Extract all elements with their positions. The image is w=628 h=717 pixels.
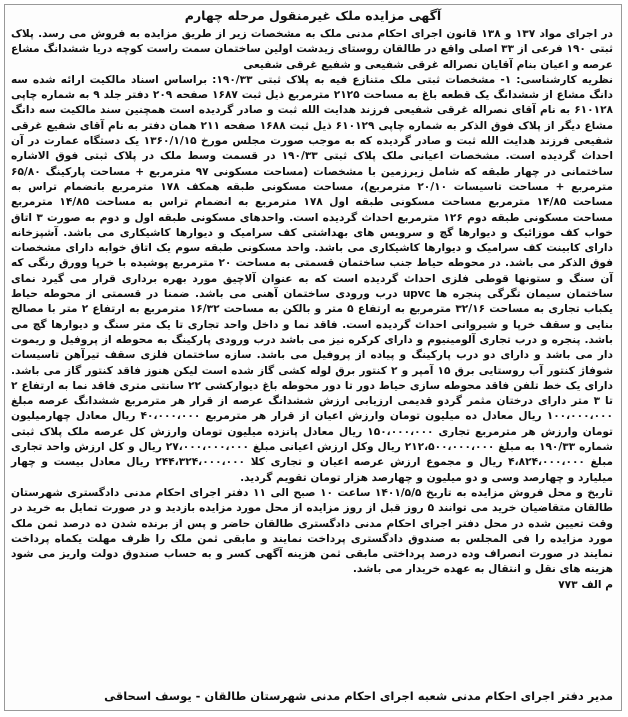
signature-line: مدیر دفتر اجرای احکام مدنی شعبه اجرای احکام مدنی شهرستان طالقان - یوسف اسحاقی xyxy=(104,689,613,703)
notice-intro-paragraph: در اجرای مواد ۱۳۷ و ۱۳۸ قانون اجرای احکام مدنی ملک به مشخصات زیر از طریق مزایده به فروش می رسد. پلاک ثبتی ۱۹۰ فرعی از ۳۳ اصلی واقع در طالقان روستای زیدشت اولین ساختمان سمت راست کوچه دریا ششدانگ مشاع عرصه و اعیان بنام آقایان نصراله غرقی شفیعی و شفیع غرقی شفیعی xyxy=(11,28,613,71)
expert-report-paragraph: نظریه کارشناسی: ۱- مشخصات ثبتی ملک متنازع فیه به پلاک ثبتی ۱۹۰/۳۳: براساس اسناد مالکیت ارائه شده سه دانگ مشاع از ششدانگ یک قطعه باغ به مساحت ۲۱۲۵ مترمربع ذیل ثبت ۱۶۸۷ صفحه ۲۰۹ دفتر جلد ۹ به شماره چاپی ۶۱۰۱۲۸ به نام آقای نصراله غرقی شفیعی فرزند هدایت الله ثبت و صادر گردیده است همچنین سند مالکیت سه دانگ مشاع دیگر از پلاک فوق الذکر به شماره چاپی ۶۱۰۱۲۹ ذیل ثبت ۱۶۸۸ صفحه ۲۱۱ همان دفتر به نام آقای شفیع غرقی شفیعی فرزند هدایت الله ثبت و صادر گردیده که به موجب صورت مجلس مورخ ۱۳۶۰/۱/۱۵ یک دستگاه عمارت در آن احداث گردیده است. مشخصات اعیانی ملک پلاک ثبتی ۱۹۰/۳۳ در قسمت وسط ملک در پلاک ثبتی فوق الاشاره ساختمانی در چهار طبقه که شامل زیرزمین با مشخصات (مساحت مسکونی ۹۷ مترمربع + مساحت پارکینگ ۶۵/۸۰ مترمربع + مساحت تاسیسات ۲۰/۱۰ مترمربع)، مساحت مسکونی طبقه همکف ۱۷۸ مترمربع بانضمام تراس به مساحت ۱۴/۸۵ مترمربع مساحت مسکونی طبقه اول ۱۷۸ مترمربع به انضمام تراس به مساحت ۱۴/۸۵ مترمربع مساحت مسکونی طبقه دوم ۱۲۶ مترمربع احداث گردیده است. واحدهای مسکونی طبقه اول و دوم به صورت ۳ اتاق خواب کف موزائیک و دیوارها گچ و سرویس های بهداشتی کف سرامیک و دیوارها کاشیکاری می باشد. آشپزخانه دارای کابینت کف سرامیک و دیوارها کاشیکاری می باشد. واحد مسکونی طبقه سوم یک اتاق خوابه دارای مشخصات فوق الذکر می باشد. در محوطه حیاط جنب ساختمان قسمتی به مساحت ۲۰ مترمربع پوشیده با خرپا وورق رنگی که آن سنگ و ستونها قوطی فلزی احداث گردیده است که به عنوان آلاچیق مورد بهره برداری قرار می گیرد نمای ساختمان سیمان تگرگی پنجره ها upvc درب ورودی ساختمان آهنی می باشد. ضمنا در قسمتی از محوطه حیاط یکباب تجاری به مساحت ۳۲/۱۶ مترمربع به ارتفاع ۵ متر و بالکن به مساحت ۱۶/۳۲ مترمربع به ارتفاع ۲ متر با مصالح بنایی و سقف خرپا و شیروانی احداث گردیده است. فاقد نما و داخل واحد تجاری تا یک متر سنگ و دیوارها گچ می باشد. پنجره و درب تجاری آلومینیوم و دارای کرکره نیز می باشد درب ورودی پارکینگ به محوطه از پروفیل و ریموت دار می باشد و دارای دو درب پارکینگ و پیاده از پروفیل می باشد. سازه ساختمان فلزی سقف تیرآهن تاسیسات شوفاژ کنتور آب روستایی برق ۱۵ آمپر و ۲ کنتور برق لوله کشی گاز شده است لیکن هنوز فاقد کنتور گاز می باشد. دارای یک خط تلفن فاقد محوطه سازی حیاط دور تا دور محوطه باغ دیوارکشی ۲۲ سانتی متری فاقد نما به ارتفاع ۲ تا ۳ متر دارای درختان مثمر گردو قدیمی ارزیابی ارزش ششدانگ عرصه از قرار هر مترمربع ششدانگ عرصه مبلغ ۱۰۰،۰۰۰،۰۰۰ ریال معادل ده میلیون تومان وارزش اعیان از قرار هر مترمربع ۴۰،۰۰۰،۰۰۰ ریال معادل چهارمیلیون تومان وارزش هر مترمربع تجاری ۱۵۰،۰۰۰،۰۰۰ ریال معادل پانزده میلیون تومان وارزش کل عرصه ملک پلاک ثبتی شماره ۱۹۰/۳۳ به مبلغ ۲۱۲،۵۰۰،۰۰۰،۰۰۰ ریال وکل ارزش اعیانی مبلغ ۲۷،۰۰۰،۰۰۰،۰۰۰ ریال و کل ارزش واحد تجاری مبلغ ۴،۸۲۴،۰۰۰،۰۰۰ ریال و مجموع ارزش عرصه اعیان و تجاری کلا ۲۴۴،۳۲۴،۰۰۰،۰۰۰ ریال معادل بیست و چهار میلیارد و چهارصد وسی و دو میلیون و چهارصد هزار تومان تقویم گردید. xyxy=(11,73,614,484)
notice-code: م الف ۷۷۳ xyxy=(558,578,613,591)
notice-title: آگهی مزایده ملک غیرمنقول مرحله چهارم xyxy=(184,8,442,23)
auction-notice xyxy=(4,4,622,711)
auction-terms-paragraph: تاریخ و محل فروش مزایده به تاریخ ۱۴۰۱/۵/۵ ساعت ۱۰ صبح الی ۱۱ دفتر اجرای احکام مدنی دادگستری شهرستان طالقان متقاضیان خرید می توانند ۵ روز قبل از روز مزایده از محل مورد مزایده بازدید و در صورت تمایل به خرید در وقت تعیین شده در محل دفتر اجرای احکام مدنی دادگستری طالقان حاضر و پس از برنده شدن ده درصد ثمن ملک مورد مزایده را فی المجلس به صندوق دادگستری پرداخت نمایند و مابقی ثمن ملک را ظرف مهلت یکماه پرداخت نمایند در صورت انصراف وده درصد پرداختی مابقی ثمن هزینه آگهی کسر و به حساب صندوق دولت واریز می شود هزینه های نقل و انتقال به عهده خریدار می باشد. xyxy=(11,486,614,576)
